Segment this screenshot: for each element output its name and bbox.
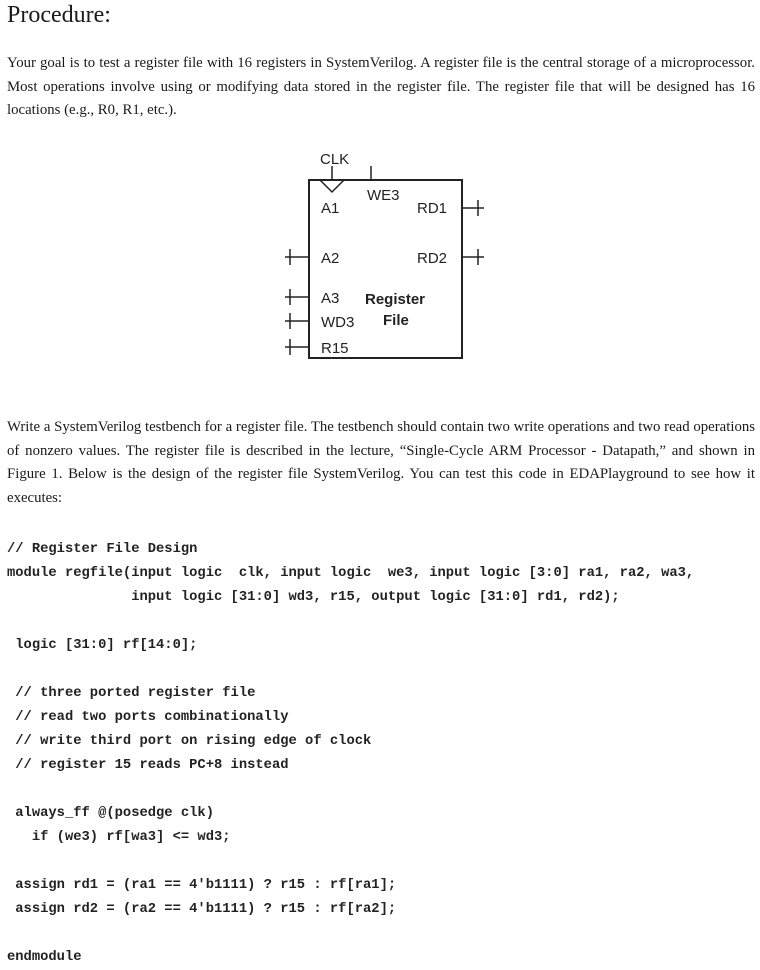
procedure-heading: Procedure:	[7, 2, 111, 28]
a2-label: A2	[321, 250, 340, 267]
instructions-paragraph: Write a SystemVerilog testbench for a register file. The testbench should contain two write operations and two read operations of nonzero values. The register file is described in the lecture, “Single-Cycle ARM Processor - Datapath,” and shown in Figure 1. Below is the design of the register file SystemVerilog. You can test this code in EDAPlayground to see how it executes:	[7, 419, 755, 506]
code-block: // Register File Design module regfile(input logic clk, input logic we3, input logic [3:0] ra1, ra2, wa3, input logic [31:0] wd3, r15, output logic [31:0] rd1, rd2); logic [31:0] rf[14:0]; // three ported register file // read two ports combinationally // write third port on rising edge of clock // register 15 reads PC+8 instead always_ff @(posedge clk) if (we3) rf[wa3] <= wd3; assign rd1 = (ra1 == 4'b1111) ? r15 : rf[ra1]; assign rd2 = (ra2 == 4'b1111) ? r15 : rf[ra2]; endmodule	[7, 542, 695, 965]
clk-label: CLK	[320, 151, 350, 168]
we3-label: WE3	[367, 187, 400, 204]
register-file-diagram	[276, 142, 496, 372]
clk-triangle	[320, 180, 344, 192]
a1-label: A1	[321, 200, 340, 217]
intro-paragraph: Your goal is to test a register file with 16 registers in SystemVerilog. A register file is the central storage of a microprocessor. Most operations involve using or modifying data stored in the register file. The register file that will be designed has 16 locations (e.g., R0, R1, etc.).	[7, 55, 755, 118]
rd2-label: RD2	[417, 250, 448, 267]
r15-label: R15	[321, 340, 349, 357]
rd1-label: RD1	[417, 200, 448, 217]
register-title-line1: Register	[365, 291, 426, 308]
wd3-label: WD3	[321, 314, 355, 331]
a3-label: A3	[321, 290, 340, 307]
register-title-line2: File	[383, 312, 409, 329]
